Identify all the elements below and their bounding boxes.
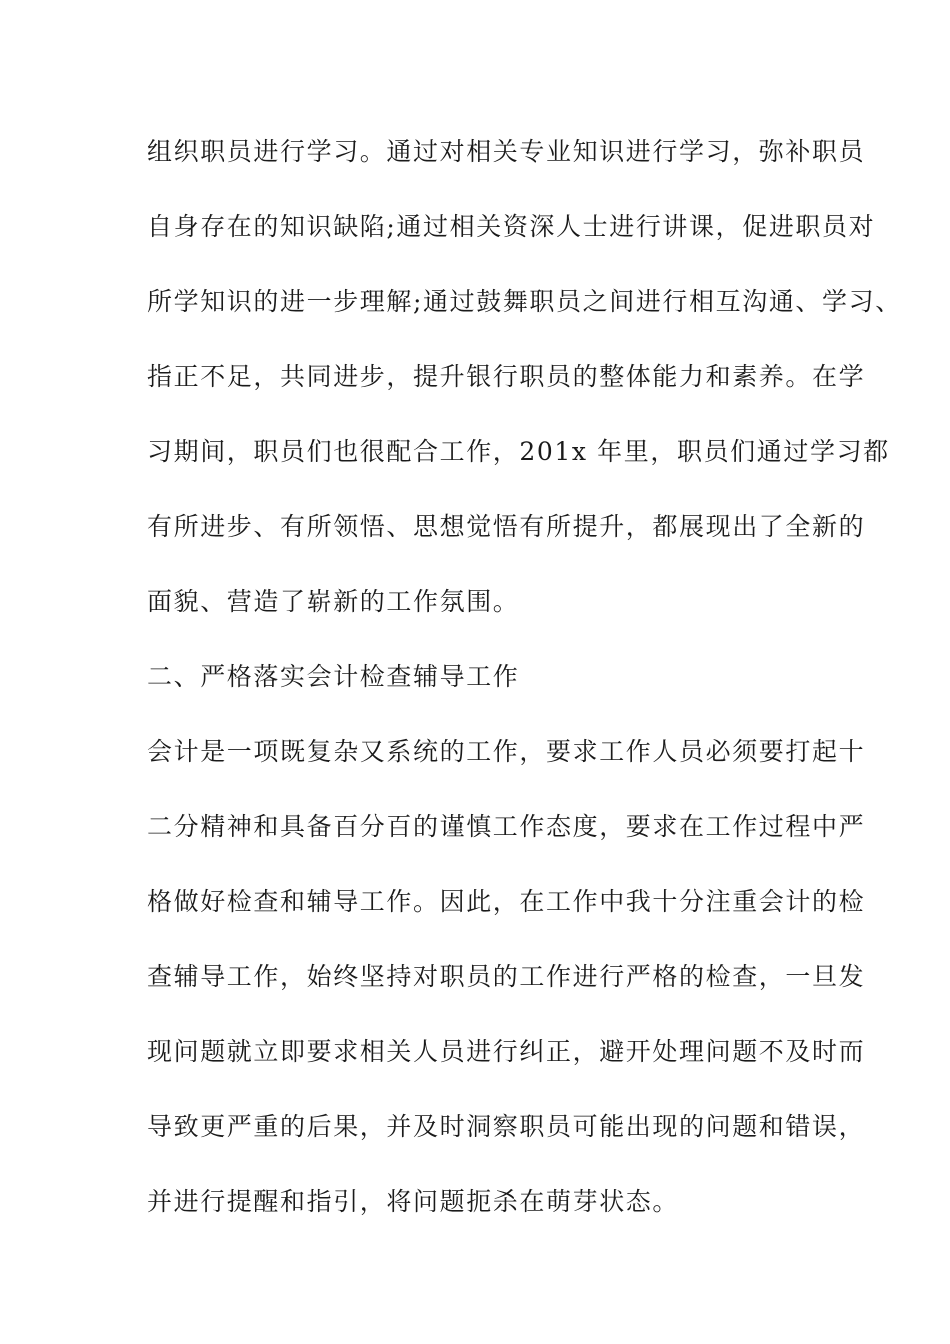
paragraph-line: 导致更严重的后果，并及时洞察职员可能出现的问题和错误， <box>147 1112 866 1141</box>
paragraph-line: 所学知识的进一步理解;通过鼓舞职员之间进行相互沟通、学习、 <box>147 287 902 316</box>
paragraph-line: 格做好检查和辅导工作。因此，在工作中我十分注重会计的检 <box>147 887 866 916</box>
paragraph-line: 会计是一项既复杂又系统的工作，要求工作人员必须要打起十 <box>147 737 866 766</box>
section-heading: 二、严格落实会计检查辅导工作 <box>147 662 520 691</box>
paragraph-line: 现问题就立即要求相关人员进行纠正，避开处理问题不及时而 <box>147 1037 866 1066</box>
paragraph-line: 指正不足，共同进步，提升银行职员的整体能力和素养。在学 <box>147 362 866 391</box>
paragraph-line: 并进行提醒和指引，将问题扼杀在萌芽状态。 <box>147 1187 680 1216</box>
paragraph-line: 查辅导工作，始终坚持对职员的工作进行严格的检查，一旦发 <box>147 962 866 991</box>
paragraph-line: 组织职员进行学习。通过对相关专业知识进行学习，弥补职员 <box>147 137 866 166</box>
paragraph-line: 二分精神和具备百分百的谨慎工作态度，要求在工作过程中严 <box>147 812 866 841</box>
paragraph-line: 面貌、营造了崭新的工作氛围。 <box>147 587 520 616</box>
paragraph-line: 习期间，职员们也很配合工作，201x 年里，职员们通过学习都 <box>147 437 890 466</box>
document-body <box>147 133 902 1258</box>
paragraph-line: 有所进步、有所领悟、思想觉悟有所提升，都展现出了全新的 <box>147 512 866 541</box>
paragraph-line: 自身存在的知识缺陷;通过相关资深人士进行讲课，促进职员对 <box>147 212 876 241</box>
